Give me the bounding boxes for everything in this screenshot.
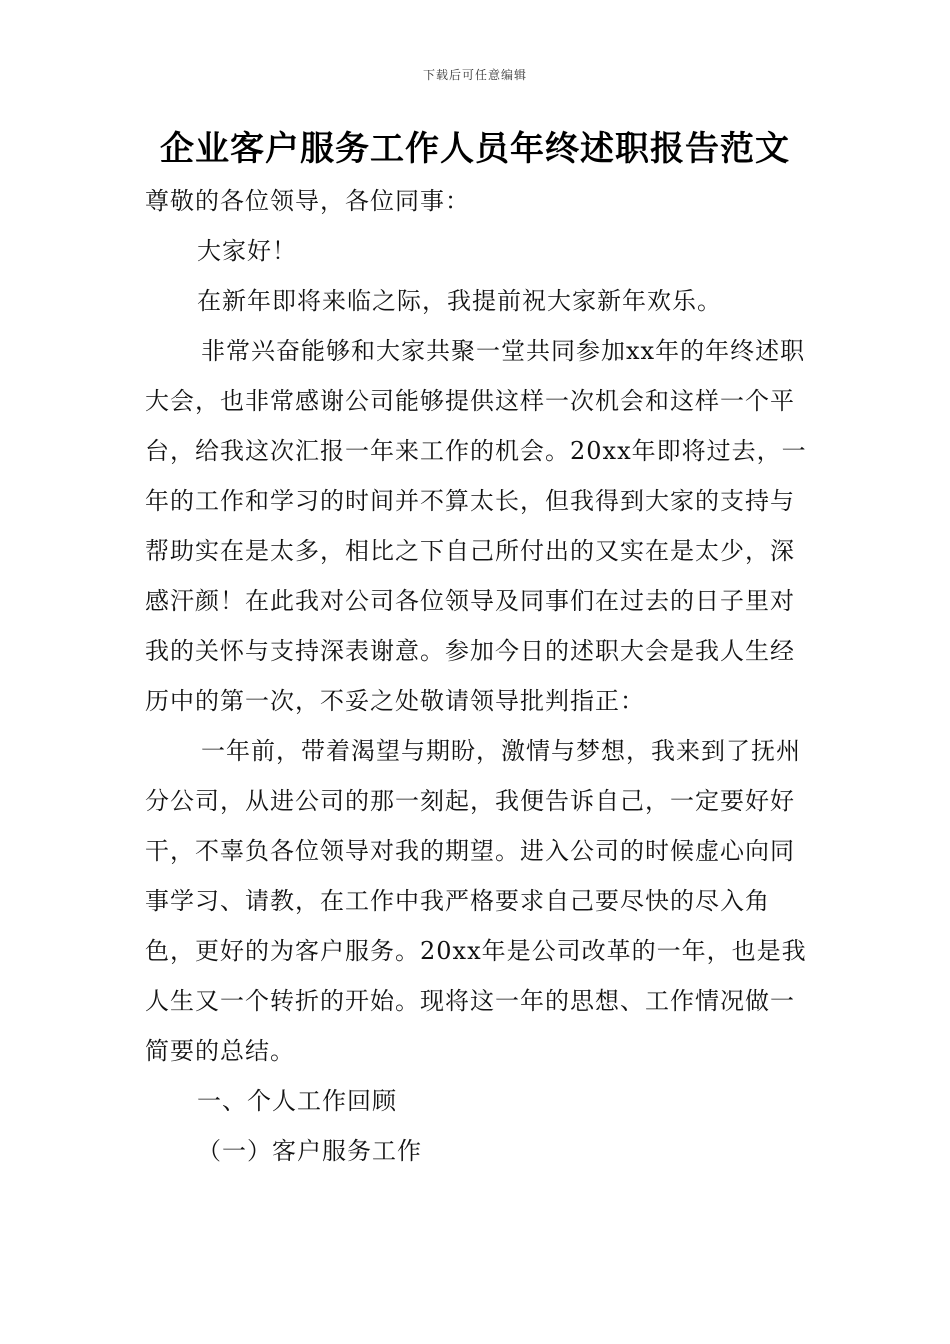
document-title: 企业客户服务工作人员年终述职报告范文 — [160, 129, 790, 169]
header-note: 下载后可任意编辑 — [422, 68, 527, 82]
salutation: 尊敬的各位领导，各位同事： — [145, 187, 470, 215]
section-heading-1: 一、个人工作回顾 — [197, 1087, 397, 1115]
document-body — [145, 176, 815, 1176]
subsection-heading-1: （一）客户服务工作 — [197, 1137, 422, 1165]
paragraph-intro: 非常兴奋能够和大家共聚一堂共同参加xx年的年终述职大会，也非常感谢公司能够提供这样一次机会和这样一个平台，给我这次汇报一年来工作的机会。20xx年即将过去，一年的工作和学习的时间并不算太长，但我得到大家的支持与帮助实在是太多，相比之下自己所付出的又实在是太少，深感汗颜！在此我对公司各位领导及同事们在过去的日子里对我的关怀与支持深表谢意。参加今日的述职大会是我人生经历中的第一次，不妥之处敬请领导批判指正： — [145, 337, 807, 715]
paragraph-year-review: 一年前，带着渴望与期盼，激情与梦想，我来到了抚州分公司，从进公司的那一刻起，我便告诉自己，一定要好好干，不辜负各位领导对我的期望。进入公司的时候虚心向同事学习、请教，在工作中我严格要求自己要尽快的尽入角色，更好的为客户服务。20xx年是公司改革的一年，也是我人生又一个转折的开始。现将这一年的思想、工作情况做一简要的总结。 — [145, 737, 807, 1065]
paragraph-greeting: 大家好！ — [197, 237, 297, 265]
paragraph-new-year: 在新年即将来临之际，我提前祝大家新年欢乐。 — [197, 287, 722, 315]
